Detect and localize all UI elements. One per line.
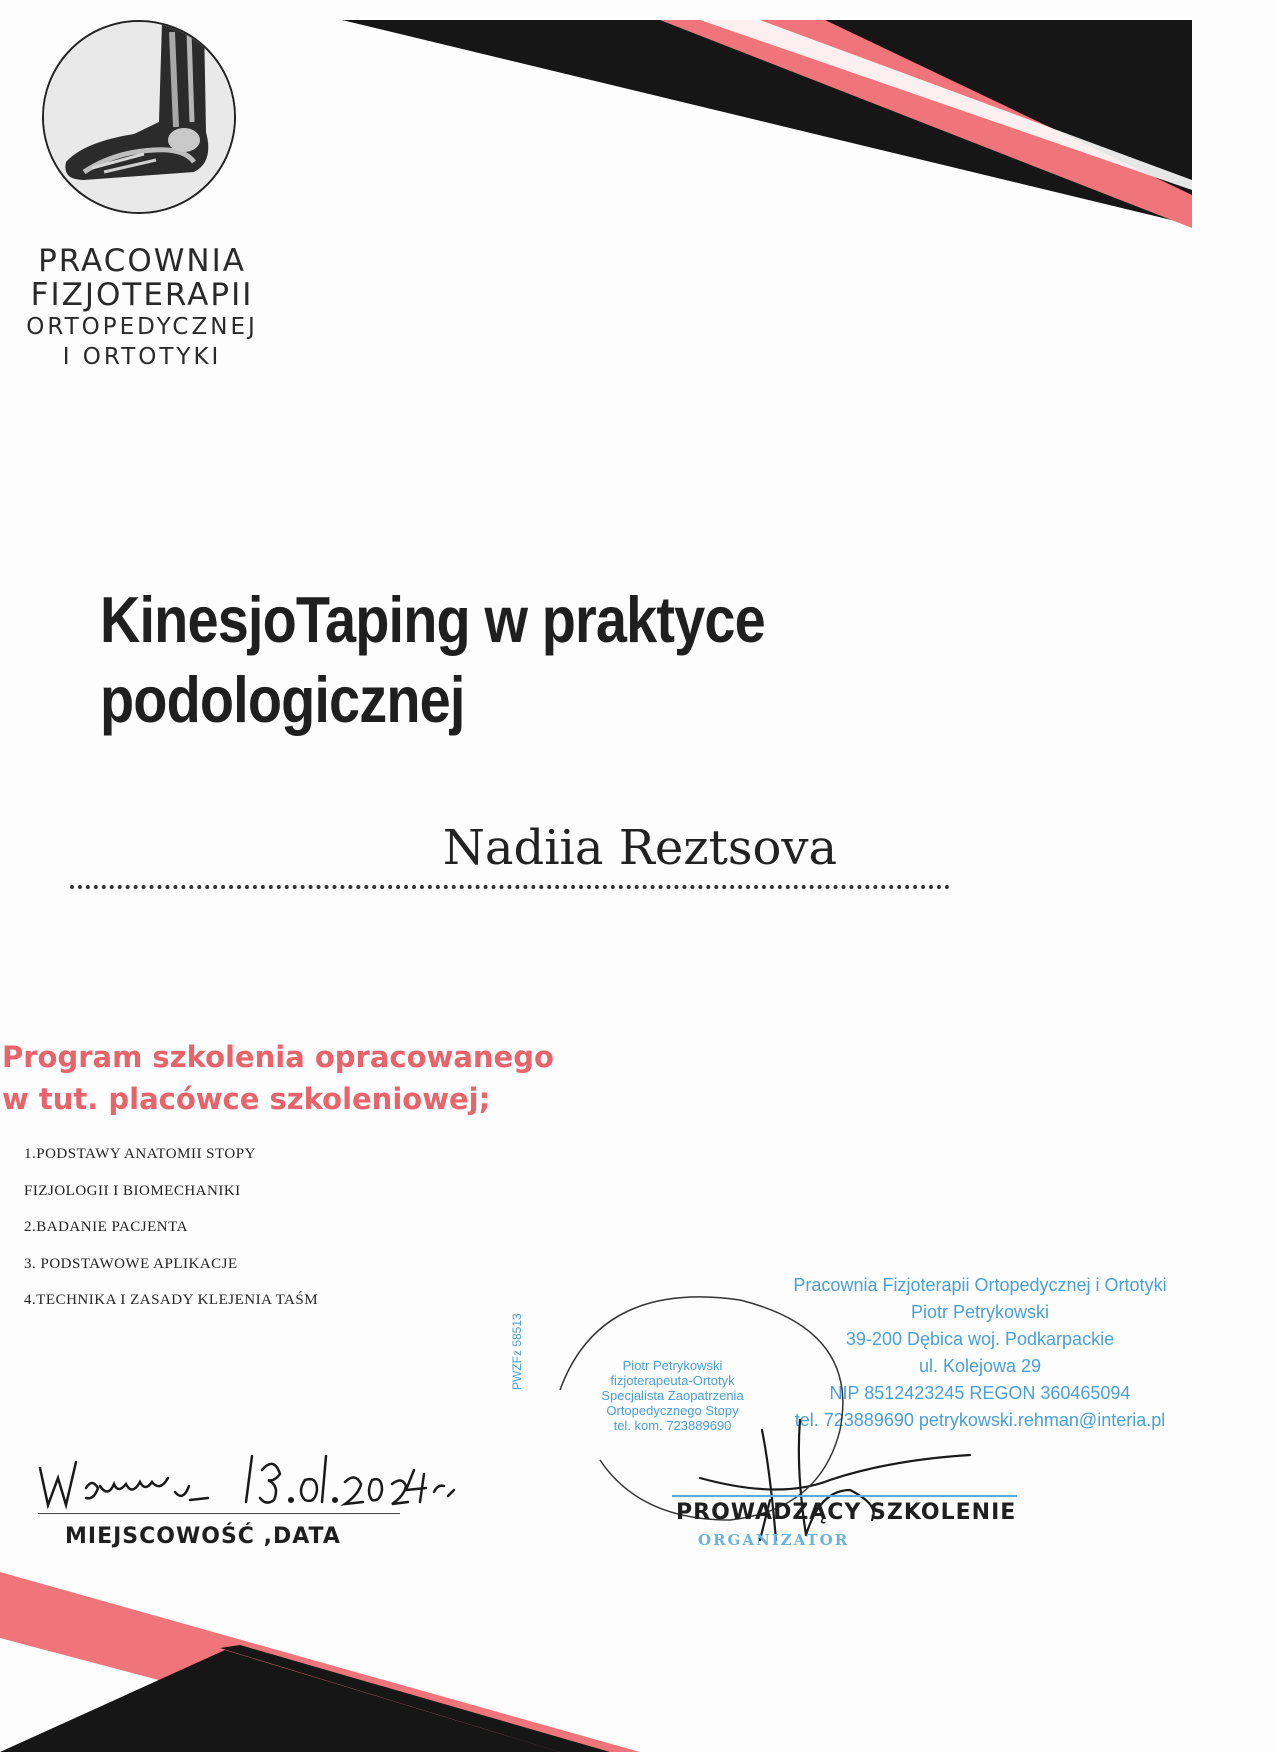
organization-stamp — [760, 1272, 1200, 1434]
personal-stamp — [575, 1358, 770, 1433]
organizer-label: ORGANIZATOR — [698, 1531, 850, 1549]
bottom-dark-band — [0, 1650, 560, 1752]
stamp-line: NIP 8512423245 REGON 360465094 — [829, 1383, 1131, 1403]
recipient-name: Nadiia Reztsova — [442, 820, 838, 876]
organization-name — [12, 244, 272, 372]
signature-line — [672, 1495, 1017, 1497]
foot-icon — [44, 22, 234, 212]
foot-xray-logo — [42, 20, 236, 214]
stamp-line: tel. kom. 723889690 — [613, 1418, 732, 1433]
license-number: PWZFz 58513 — [510, 1313, 524, 1390]
bottom-dark-band-2 — [220, 1645, 610, 1752]
place-date-line — [38, 1513, 400, 1514]
bottom-pink-band — [0, 1572, 640, 1752]
org-name-line2: FIZJOTERAPII — [30, 277, 254, 313]
program-item: FIZJOLOGII I BIOMECHANIKI — [24, 1182, 241, 1199]
stamp-line: Piotr Petrykowski — [910, 1302, 1050, 1322]
program-item: 3. PODSTAWOWE APLIKACJE — [24, 1255, 238, 1272]
program-heading — [2, 1036, 562, 1120]
handwritten-place-date — [40, 1456, 454, 1505]
stamp-line: fizjoterapeuta-Ortotyk — [610, 1373, 735, 1388]
program-item: 4.TECHNIKA I ZASADY KLEJENIA TAŚM — [24, 1292, 319, 1308]
signature-label: PROWADZĄCY SZKOLENIE — [676, 1500, 1017, 1525]
program-item: 1.PODSTAWY ANATOMII STOPY — [24, 1146, 256, 1162]
stamp-line: Pracownia Fizjoterapii Ortopedycznej i Ortotyki — [793, 1275, 1167, 1295]
course-title-line1: KinesjoTaping w praktyce — [100, 583, 765, 656]
program-item: 2.BADANIE PACJENTA — [24, 1219, 188, 1235]
top-dark-band — [342, 20, 1192, 225]
top-pink-band — [660, 20, 1192, 228]
stamp-line: tel. 723889690 petrykowski.rehman@interia.pl — [794, 1410, 1166, 1430]
stamp-line: Ortopedycznego Stopy — [606, 1403, 739, 1418]
place-date-label: MIEJSCOWOŚĆ ,DATA — [65, 1524, 341, 1549]
top-white-sliver — [700, 20, 1192, 190]
program-heading-line2: w tut. placówce szkoleniowej; — [2, 1082, 491, 1116]
course-title-line2: podologicznej — [100, 663, 465, 736]
program-list — [24, 1136, 444, 1319]
stamp-line: ul. Kolejowa 29 — [918, 1356, 1042, 1376]
name-dotted-line — [70, 885, 950, 889]
org-name-line4: I ORTOTYKI — [62, 344, 222, 370]
course-title — [100, 580, 960, 740]
stamp-line: Piotr Petrykowski — [622, 1358, 723, 1373]
stamp-line: 39-200 Dębica woj. Podkarpackie — [845, 1329, 1115, 1349]
org-name-line1: PRACOWNIA — [38, 243, 246, 279]
org-name-line3: ORTOPEDYCZNEJ — [26, 314, 258, 340]
stamp-line: Specjalista Zaopatrzenia — [601, 1388, 744, 1403]
program-heading-line1: Program szkolenia opracowanego — [2, 1040, 554, 1074]
